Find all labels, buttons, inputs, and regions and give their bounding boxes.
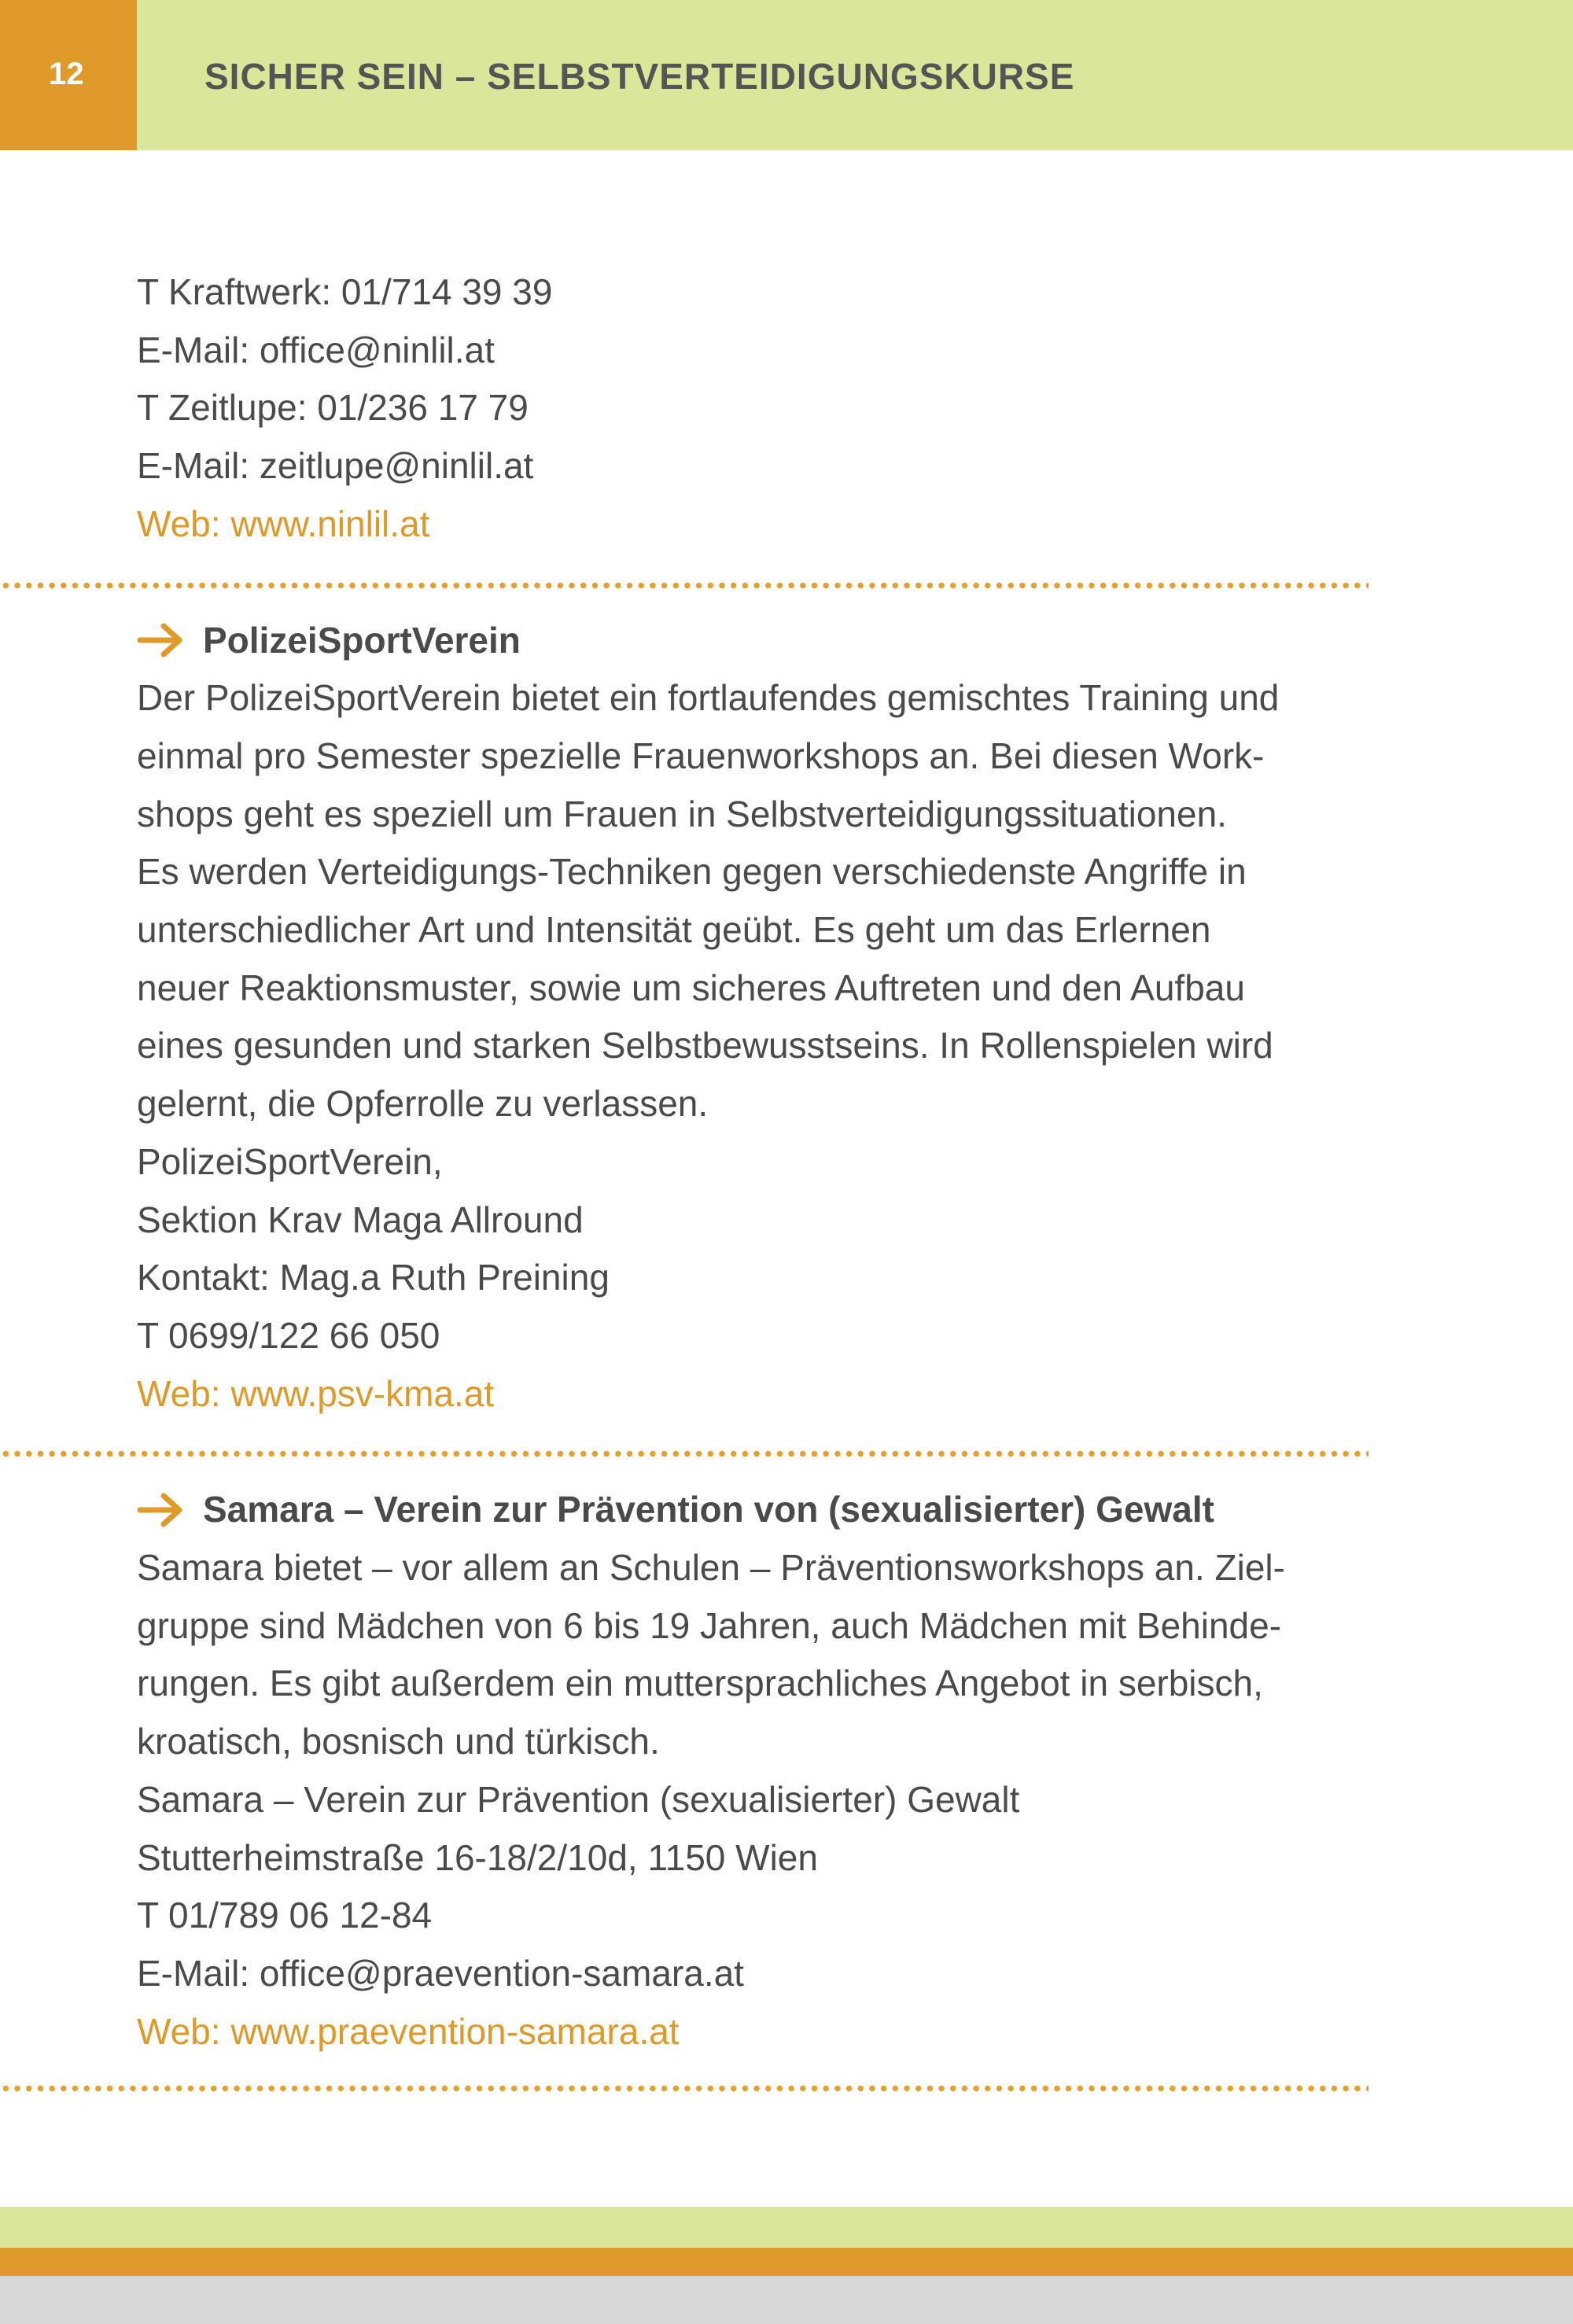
section-title: Samara – Verein zur Prävention von (sexualisierter) Gewalt <box>203 1489 1214 1530</box>
contact-line: Stutterheimstraße 16-18/2/10d, 1150 Wien <box>137 1836 818 1878</box>
description-line: Der PolizeiSportVerein bietet ein fortlaufendes gemischtes Training und <box>137 677 1280 719</box>
contact-line: PolizeiSportVerein, <box>137 1140 443 1182</box>
arrow-right-icon <box>137 621 186 659</box>
dotted-divider <box>0 582 1369 589</box>
web-link-psv[interactable]: Web: www.psv-kma.at <box>137 1372 495 1414</box>
contact-line: T Zeitlupe: 01/236 17 79 <box>137 387 529 429</box>
page-content <box>137 263 1366 2061</box>
description-line: einmal pro Semester spezielle Frauenworkshops an. Bei diesen Work- <box>137 735 1265 776</box>
chapter-title: SICHER SEIN – SELBSTVERTEIDIGUNGSKURSE <box>204 56 1075 97</box>
section-polizeisportverein <box>137 612 1366 1423</box>
arrow-right-icon <box>137 1491 186 1529</box>
contact-line: T Kraftwerk: 01/714 39 39 <box>137 271 553 312</box>
section-samara <box>137 1481 1366 2061</box>
description-line: gruppe sind Mädchen von 6 bis 19 Jahren, auch Mädchen mit Behinde- <box>137 1604 1282 1646</box>
description-line: kroatisch, bosnisch und türkisch. <box>137 1721 660 1762</box>
contact-line: Sektion Krav Maga Allround <box>137 1199 584 1240</box>
section-heading <box>137 612 1366 670</box>
footer-band-orange <box>0 2248 1573 2276</box>
dotted-divider <box>0 1450 1369 1457</box>
contact-line: Kontakt: Mag.a Ruth Preining <box>137 1257 610 1298</box>
section-description <box>137 669 1366 1133</box>
page-header <box>0 0 1573 150</box>
description-line: neuer Reaktionsmuster, sowie um sicheres Auftreten und den Aufbau <box>137 967 1245 1008</box>
contact-line: Samara – Verein zur Prävention (sexualisierter) Gewalt <box>137 1778 1020 1820</box>
web-link-ninlil[interactable]: Web: www.ninlil.at <box>137 503 430 544</box>
contact-line: E-Mail: office@ninlil.at <box>137 329 495 370</box>
section-heading <box>137 1481 1366 1539</box>
section-description <box>137 1539 1366 1771</box>
contact-line: E-Mail: office@praevention-samara.at <box>137 1952 744 1994</box>
footer-band-green <box>0 2207 1573 2248</box>
description-line: gelernt, die Opferrolle zu verlassen. <box>137 1083 709 1125</box>
contact-line: E-Mail: zeitlupe@ninlil.at <box>137 445 534 487</box>
description-line: unterschiedlicher Art und Intensität geübt. Es geht um das Erlernen <box>137 909 1211 951</box>
description-line: Es werden Verteidigungs-Techniken gegen verschiedenste Angriffe in <box>137 851 1247 893</box>
dotted-divider <box>0 2085 1369 2092</box>
description-line: eines gesunden und starken Selbstbewusstseins. In Rollenspielen wird <box>137 1025 1273 1066</box>
description-line: rungen. Es gibt außerdem ein muttersprachliches Angebot in serbisch, <box>137 1663 1263 1704</box>
description-line: shops geht es speziell um Frauen in Selbstverteidigungssituationen. <box>137 793 1227 834</box>
contact-line: T 01/789 06 12-84 <box>137 1895 433 1936</box>
section-title: PolizeiSportVerein <box>203 619 521 661</box>
contact-line: T 0699/122 66 050 <box>137 1314 440 1356</box>
description-line: Samara bietet – vor allem an Schulen – Präventionsworkshops an. Ziel- <box>137 1547 1285 1589</box>
page-number: 12 <box>0 0 137 150</box>
web-link-samara[interactable]: Web: www.praevention-samara.at <box>137 2010 680 2052</box>
footer-band-gray <box>0 2276 1573 2324</box>
ninlil-contact-block <box>137 263 1366 554</box>
